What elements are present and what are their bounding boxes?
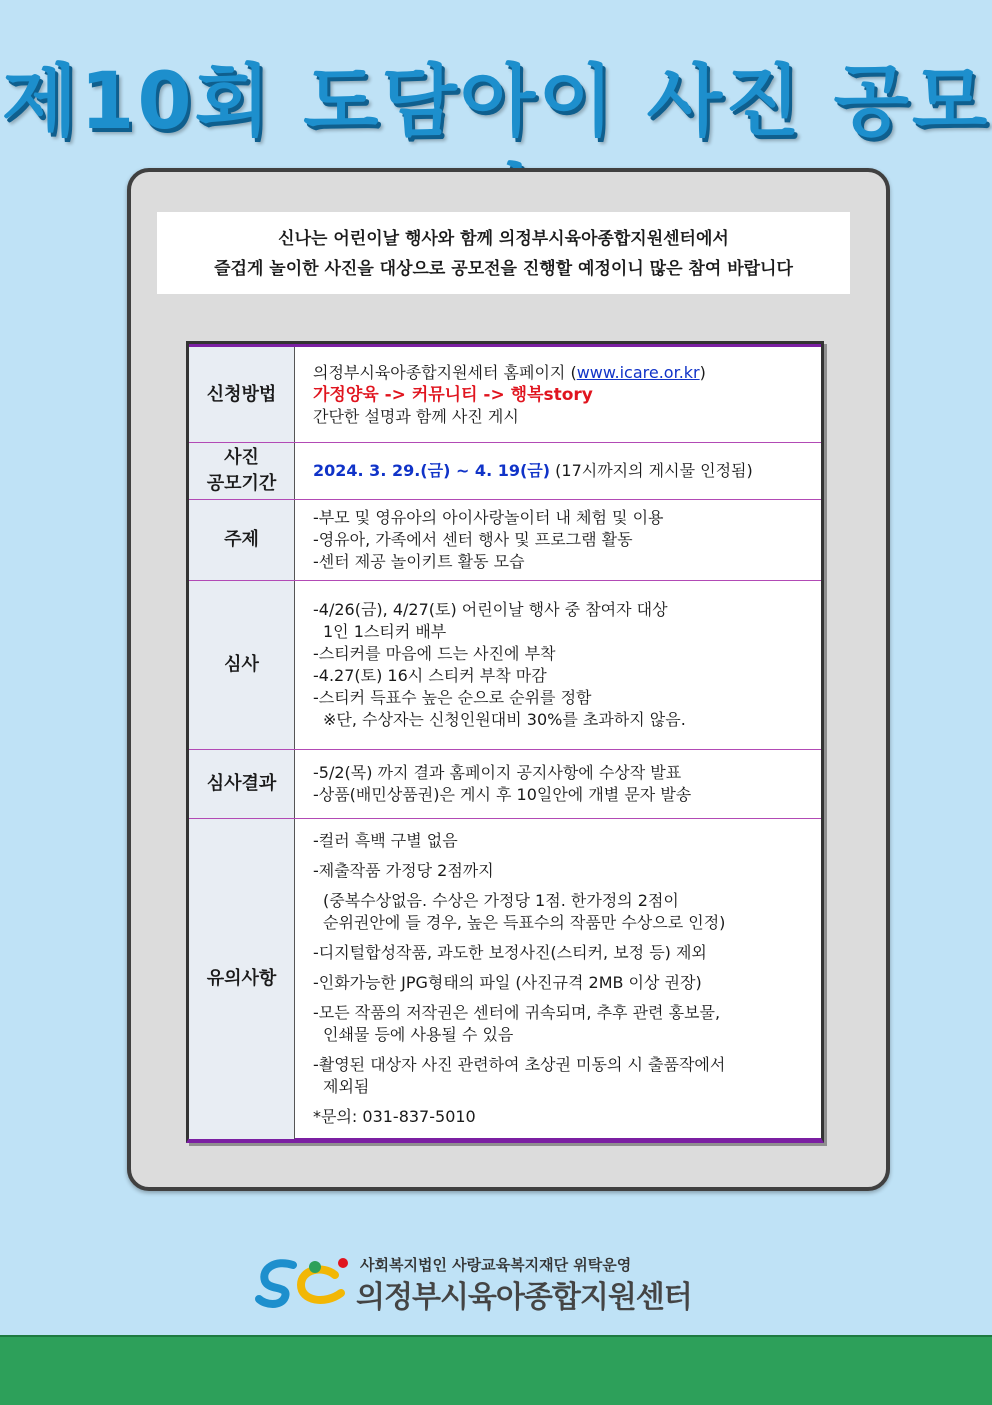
apply-line-3: 간단한 설명과 함께 사진 게시 xyxy=(313,407,519,426)
notes-item: -디지털합성작품, 과도한 보정사진(스티커, 보정 등) 제외 xyxy=(313,943,707,962)
notes-item: 제외됨 xyxy=(323,1077,370,1096)
label-judging: 심사 xyxy=(189,581,295,749)
info-table xyxy=(186,341,824,1143)
content-judging xyxy=(295,581,821,749)
notes-item: -컬러 흑백 구별 없음 xyxy=(313,831,458,850)
poster-title: 제10회 도담아이 사진 공모 xyxy=(1,57,991,147)
notes-item: -모든 작품의 저작권은 센터에 귀속되며, 추후 관련 홍보물, xyxy=(313,1003,721,1022)
row-judging xyxy=(189,580,821,749)
period-note: (17시까지의 게시물 인정됨) xyxy=(550,461,753,480)
period-label-1: 사진 xyxy=(224,447,259,468)
content-theme xyxy=(295,500,821,580)
judging-item: -스티커 득표수 높은 순으로 순위를 정함 xyxy=(313,688,592,707)
notes-item: (중복수상없음. 수상은 가정당 1점. 한가정의 2점이 xyxy=(323,891,679,910)
content-results xyxy=(295,750,821,818)
period-label-2: 공모기간 xyxy=(206,473,277,494)
judging-item: -4/26(금), 4/27(토) 어린이날 행사 중 참여자 대상 xyxy=(313,600,668,619)
judging-item: 1인 1스티커 배부 xyxy=(323,622,447,641)
theme-item: -센터 제공 놀이키트 활동 모습 xyxy=(313,552,525,571)
apply-suffix: ) xyxy=(699,363,706,382)
label-notes: 유의사항 xyxy=(189,819,295,1139)
label-theme: 주제 xyxy=(189,500,295,580)
results-item: -상품(배민상품권)은 게시 후 10일안에 개별 문자 발송 xyxy=(313,785,692,804)
notes-item: -촬영된 대상자 사진 관련하여 초상권 미동의 시 출품작에서 xyxy=(313,1055,726,1074)
judging-item: -4.27(토) 16시 스티커 부착 마감 xyxy=(313,666,547,685)
row-theme xyxy=(189,499,821,580)
notes-item: 인쇄물 등에 사용될 수 있음 xyxy=(323,1025,514,1044)
period-dates: 2024. 3. 29.(금) ~ 4. 19(금) xyxy=(313,461,551,480)
homepage-link[interactable]: www.icare.or.kr xyxy=(576,363,700,382)
intro-line-1: 신나는 어린이날 행사와 함께 의정부시육아종합지원센터에서 xyxy=(278,229,729,249)
content-apply xyxy=(295,347,821,443)
intro-box xyxy=(157,212,850,294)
row-period xyxy=(189,442,821,499)
label-period xyxy=(189,443,295,499)
center-logo-icon xyxy=(255,1255,355,1311)
notes-item: 순위권안에 들 경우, 높은 득표수의 작품만 수상으로 인정) xyxy=(323,913,726,932)
theme-item: -영유아, 가족에서 센터 행사 및 프로그램 활동 xyxy=(313,530,633,549)
results-item: -5/2(목) 까지 결과 홈페이지 공지사항에 수상작 발표 xyxy=(313,763,682,782)
notes-item: -인화가능한 JPG형태의 파일 (사진규격 2MB 이상 권장) xyxy=(313,973,702,992)
apply-prefix: 의정부시육아종합지원세터 홈페이지 ( xyxy=(313,363,577,382)
contact-info: *문의: 031-837-5010 xyxy=(313,1107,476,1126)
theme-item: -부모 및 영유아의 아이사랑놀이터 내 체험 및 이용 xyxy=(313,508,664,527)
label-apply: 신청방법 xyxy=(189,347,295,443)
apply-path: 가정양육 -> 커뮤니티 -> 행복story xyxy=(313,385,593,405)
row-apply xyxy=(189,344,821,443)
content-period xyxy=(295,443,821,499)
footer-subtitle: 사회복지법인 사랑교육복지재단 위탁운영 xyxy=(360,1256,632,1274)
label-results: 심사결과 xyxy=(189,750,295,818)
apply-line-1 xyxy=(313,362,821,384)
intro-line-2: 즐겁게 놀이한 사진을 대상으로 공모전을 진행할 예정이니 많은 참여 바랍니다 xyxy=(214,259,793,279)
content-notes xyxy=(295,819,821,1139)
judging-item: -스티커를 마음에 드는 사진에 부착 xyxy=(313,644,556,663)
judging-item: ※단, 수상자는 신청인원대비 30%를 초과하지 않음. xyxy=(323,710,686,729)
row-notes xyxy=(189,818,821,1139)
bottom-band xyxy=(0,1335,992,1405)
row-results xyxy=(189,749,821,818)
notes-item: -제출작품 가정당 2점까지 xyxy=(313,861,494,880)
footer-org-name: 의정부시육아종합지원센터 xyxy=(356,1280,692,1315)
